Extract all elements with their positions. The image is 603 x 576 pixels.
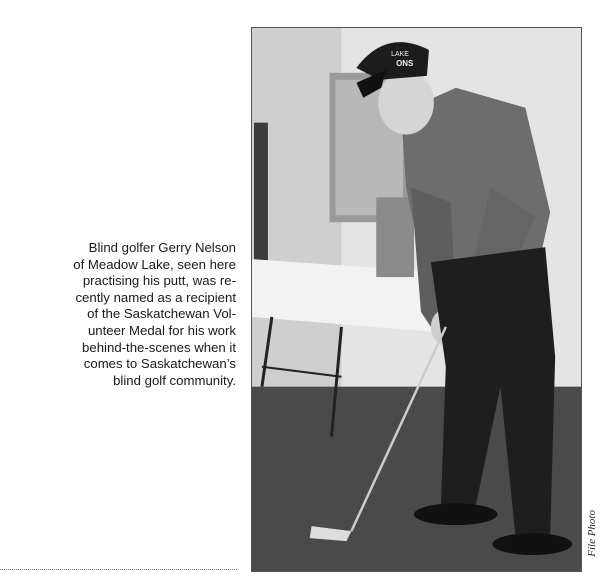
caption-line: blind golf community. bbox=[113, 372, 236, 388]
photo-caption bbox=[56, 240, 236, 389]
caption-line: unteer Medal for his work bbox=[87, 322, 236, 338]
caption-line: cently named as a recipient bbox=[75, 289, 236, 305]
golfer-shoe bbox=[414, 503, 497, 525]
golfer-shoe bbox=[493, 533, 573, 555]
dotted-divider bbox=[0, 569, 237, 570]
caption-line: comes to Saskatchewan’s bbox=[83, 356, 236, 372]
caption-line: behind-the-scenes when it bbox=[82, 339, 236, 355]
cap-text: LAKE bbox=[391, 50, 409, 58]
golfer-photo bbox=[251, 27, 582, 572]
caption-line: of Meadow Lake, seen here bbox=[73, 256, 236, 272]
golfer-head bbox=[378, 71, 434, 135]
trash-bin bbox=[376, 197, 414, 277]
caption-line: practising his putt, was re- bbox=[82, 273, 236, 289]
photo-credit: File Photo bbox=[586, 510, 598, 557]
caption-line: Blind golfer Gerry Nelson bbox=[88, 240, 236, 255]
doorway bbox=[254, 123, 268, 262]
cap-text: ONS bbox=[396, 58, 414, 68]
caption-line: of the Saskatchewan Vol- bbox=[87, 306, 236, 322]
golfer-photo-illustration bbox=[252, 28, 581, 571]
